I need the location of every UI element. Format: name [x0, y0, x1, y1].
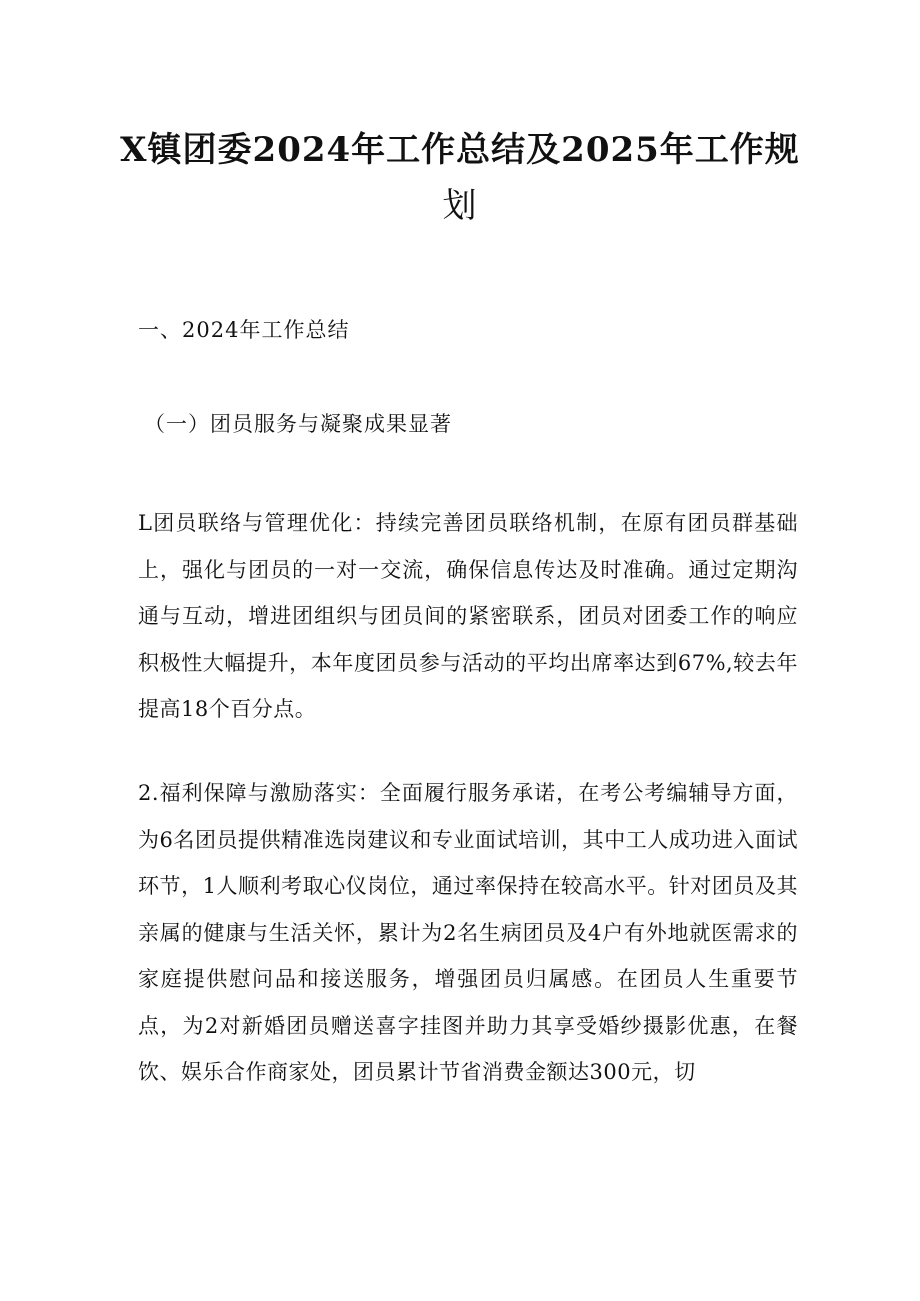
- document-title: [120, 122, 800, 234]
- paragraph-2: 2.福利保障与激励落实：全面履行服务承诺，在考公考编辅导方面，为6名团员提供精准选岗建议和专业面试培训，其中工人成功进入面试环节，1人顺利考取心仪岗位，通过率保持在较高水平。针对团员及其亲属的健康与生活关怀，累计为2名生病团员及4户有外地就医需求的家庭提供慰问品和接送服务，增强团员归属感。在团员人生重要节点，为2对新婚团员赠送喜字挂图并助力其享受婚纱摄影优惠，在餐饮、娱乐合作商家处，团员累计节省消费金额达300元，切: [138, 781, 798, 1084]
- section-heading: 一、2024年工作总结: [138, 318, 350, 342]
- paragraph-1: L团员联络与管理优化：持续完善团员联络机制，在原有团员群基础上，强化与团员的一对一交流，确保信息传达及时准确。通过定期沟通与互动，增进团组织与团员间的紧密联系，团员对团委工作的响应积极性大幅提升，本年度团员参与活动的平均出席率达到67%,较去年提高18个百分点。: [138, 511, 798, 721]
- title-line-2: 划: [442, 186, 478, 226]
- subsection-heading: （一）团员服务与凝聚成果显著: [144, 412, 452, 436]
- title-line-1: X镇团委2024年工作总结及2025年工作规: [120, 130, 800, 170]
